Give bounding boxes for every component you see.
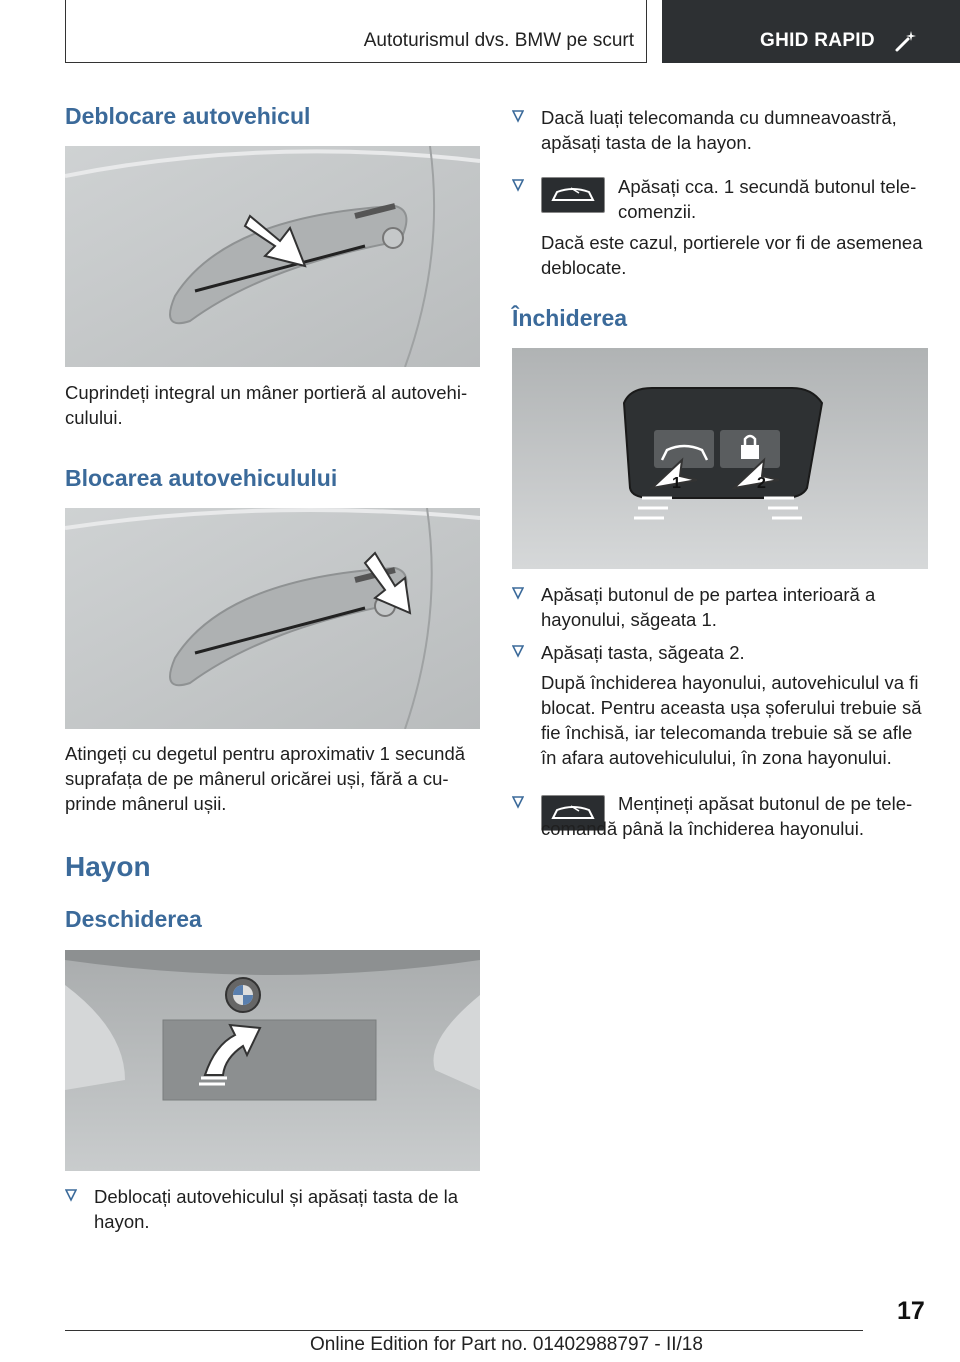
figure-door-handle-lock [65,508,480,729]
heading-opening: Deschiderea [65,906,202,932]
bullet-text: Apăsați tasta, săgeata 2. [541,642,745,663]
arrow-1-label: 1 [672,475,681,492]
triangle-bullet-icon [65,1188,77,1202]
figure-tailgate-buttons [512,348,928,569]
bullet-remote-with-you [512,105,928,155]
header-section-title: Autoturismul dvs. BMW pe scurt [363,30,634,51]
text-lock-instruction: Atingeți cu degetul pentru aproximativ 1 secundă suprafața de pe mânerul oricărei uși, fără a cuprinde mânerul ușii. [65,743,466,814]
bullet-press-remote-button [512,174,928,224]
header-section-box [65,0,647,63]
triangle-bullet-icon [512,178,524,192]
figure-tailgate-open [65,950,480,1171]
triangle-bullet-icon [512,109,524,123]
heading-lock-vehicle: Blocarea autovehiculului [65,465,338,491]
quick-guide-label: GHID RAPID [760,30,875,51]
text-unlock-instruction: Cuprindeți integral un mâner portieră al autovehiculului. [65,382,468,428]
triangle-bullet-icon [512,644,524,658]
bullet-unlock-and-press [65,1184,480,1234]
footer-rule [65,1330,863,1331]
quick-guide-tab [662,0,960,63]
figure-door-handle-unlock [65,146,480,367]
bullet-text: Dacă luați telecomanda cu dumneavoastră, apăsați tasta de la hayon. [541,107,897,153]
wand-icon [894,28,920,54]
text-close-note: După închiderea hayonului, autovehiculul va fi blocat. Pentru aceasta ușa șoferului trebuie să fie închisă, iar telecomanda trebuie să se afle în afara autovehiculului, în zona hayonului. [541,672,922,768]
bullet-text: Deblocați autovehiculul și apăsați tasta de la hayon. [94,1186,459,1232]
remote-tailgate-button-icon [541,177,605,213]
footer-edition-text: Online Edition for Part no. 01402988797 - II/18 [310,1334,703,1355]
arrow-2-label: 2 [757,475,766,492]
heading-tailgate: Hayon [65,851,151,882]
bullet-text: Mențineți apăsat butonul de pe telecomandă până la închiderea hayonului. [541,793,913,839]
bullet-press-key [512,640,928,665]
triangle-bullet-icon [512,795,524,809]
bullet-text: Apăsați butonul de pe partea interioară a hayonului, săgeata 1. [541,584,876,630]
text-doors-unlocked-note: Dacă este cazul, portierele vor fi de asemenea deblocate. [541,232,923,278]
heading-closing: Închiderea [512,305,628,331]
triangle-bullet-icon [512,586,524,600]
heading-unlock-vehicle: Deblocare autovehicul [65,103,311,129]
bullet-text: Apăsați cca. 1 secundă butonul telecomenzii. [618,176,917,222]
bullet-inner-button [512,582,928,632]
page-number: 17 [897,1297,925,1325]
bullet-hold-remote-button [512,791,928,866]
